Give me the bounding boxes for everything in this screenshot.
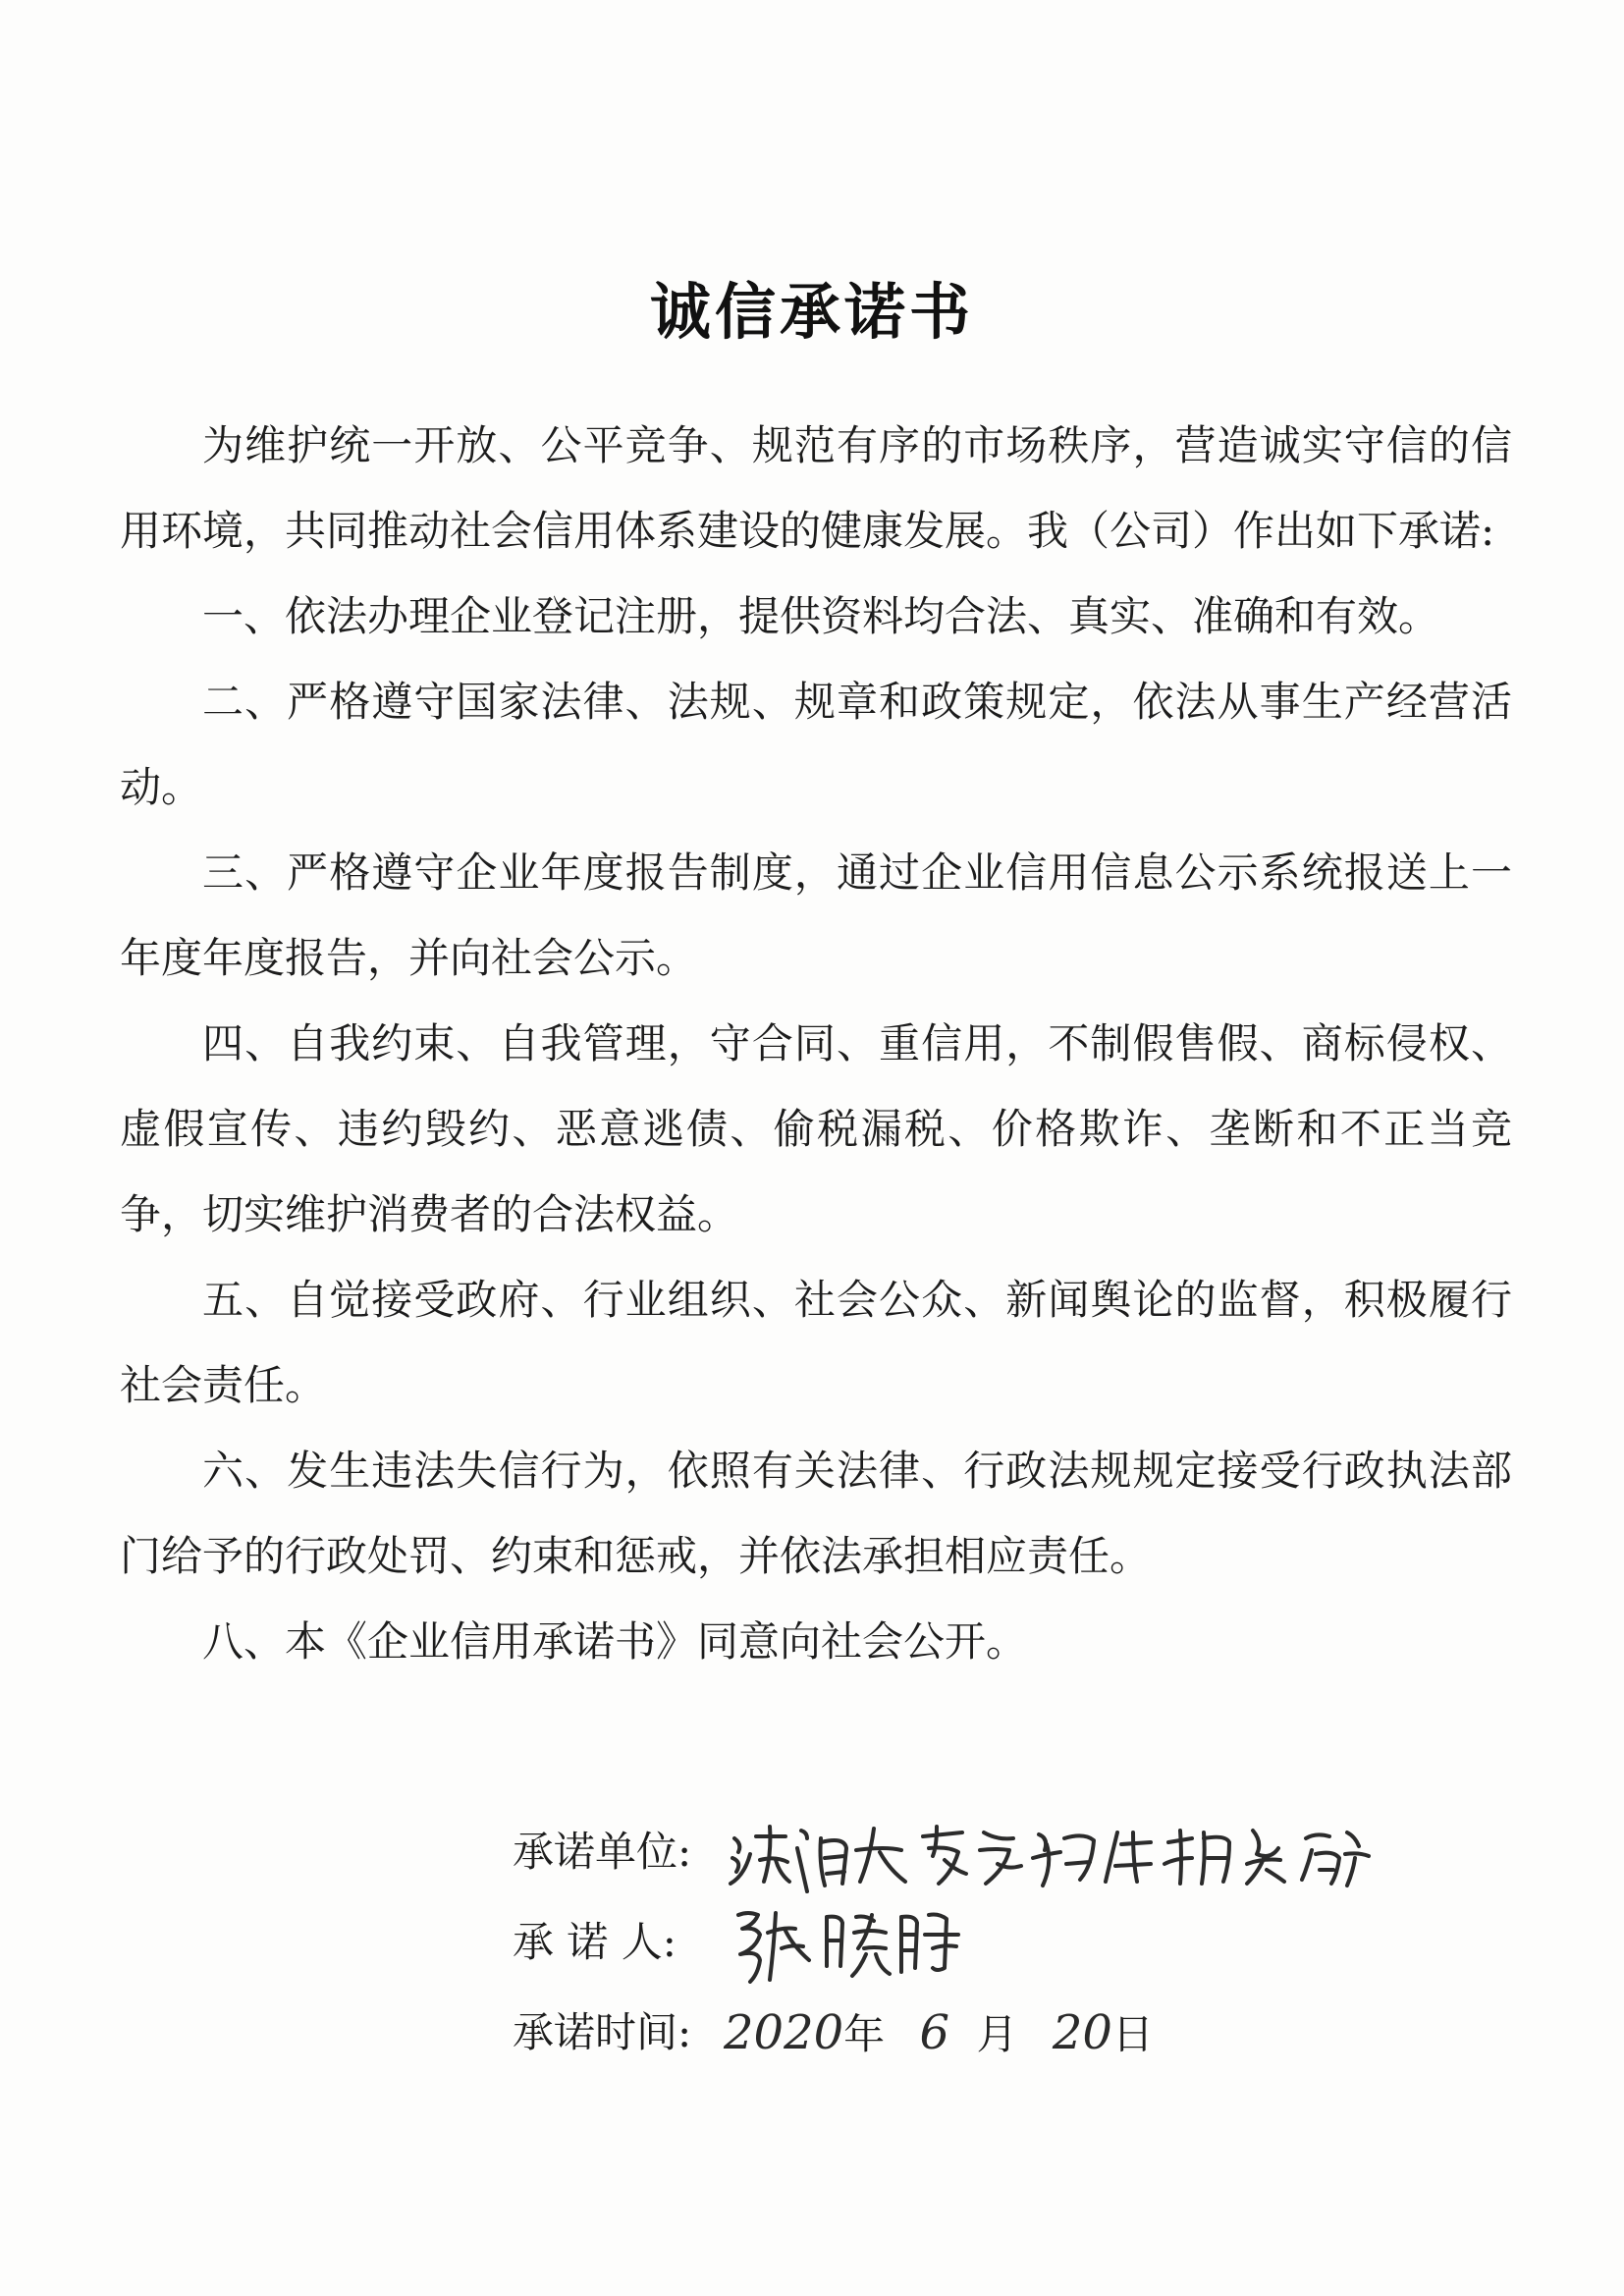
date-month-suffix: 月 (976, 2010, 1018, 2058)
paragraph-item-5: 五、自觉接受政府、行业组织、社会公众、新闻舆论的监督，积极履行社会责任。 (120, 1276, 1512, 1409)
paragraph-item-3: 三、严格遵守企业年度报告制度，通过企业信用信息公示系统报送上一年度年度报告，并向社会公示。 (120, 848, 1512, 982)
paragraph-item-1: 一、依法办理企业登记注册，提供资料均合法、真实、准确和有效。 (202, 592, 1440, 640)
document-title: 诚信承诺书 (649, 276, 974, 348)
signature-unit-label: 承诺单位: (513, 1828, 692, 1876)
paragraph-item-2: 二、严格遵守国家法律、法规、规章和政策规定，依法从事生产经营活动。 (120, 678, 1512, 811)
date-day-suffix: 日 (1111, 2010, 1154, 2058)
paragraph-item-8: 八、本《企业信用承诺书》同意向社会公开。 (202, 1617, 1028, 1666)
signature-person-label: 承 诺 人: (513, 1918, 677, 1966)
handwritten-company-signature (727, 1819, 1375, 1897)
signature-date-row (513, 1988, 1494, 2078)
date-day-handwritten: 20 (1052, 2005, 1112, 2060)
document-body (120, 403, 1512, 1684)
paragraph-item-4: 四、自我约束、自我管理，守合同、重信用，不制假售假、商标侵权、虚假宣传、违约毁约、恶意逃债、偷税漏税、价格欺诈、垄断和不正当竞争，切实维护消费者的合法权益。 (120, 1019, 1512, 1238)
signature-date (724, 1988, 1154, 2080)
paragraph-item-6: 六、发生违法失信行为，依照有关法律、行政法规规定接受行政执法部门给予的行政处罚、约束和惩戒，并依法承担相应责任。 (120, 1447, 1512, 1580)
signature-block (513, 1807, 1494, 2078)
date-month-handwritten: 6 (919, 2005, 950, 2060)
signature-unit-row (513, 1807, 1494, 1897)
paragraph-preamble: 为维护统一开放、公平竞争、规范有序的市场秩序，营造诚实守信的信用环境，共同推动社会信用体系建设的健康发展。我（公司）作出如下承诺: (120, 421, 1512, 555)
signature-person-row (513, 1897, 1494, 1988)
date-year-handwritten: 2020 (724, 2005, 844, 2060)
date-year-suffix: 年 (843, 2010, 886, 2058)
signature-time-label: 承诺时间: (513, 2008, 692, 2056)
handwritten-person-signature (729, 1905, 974, 1984)
